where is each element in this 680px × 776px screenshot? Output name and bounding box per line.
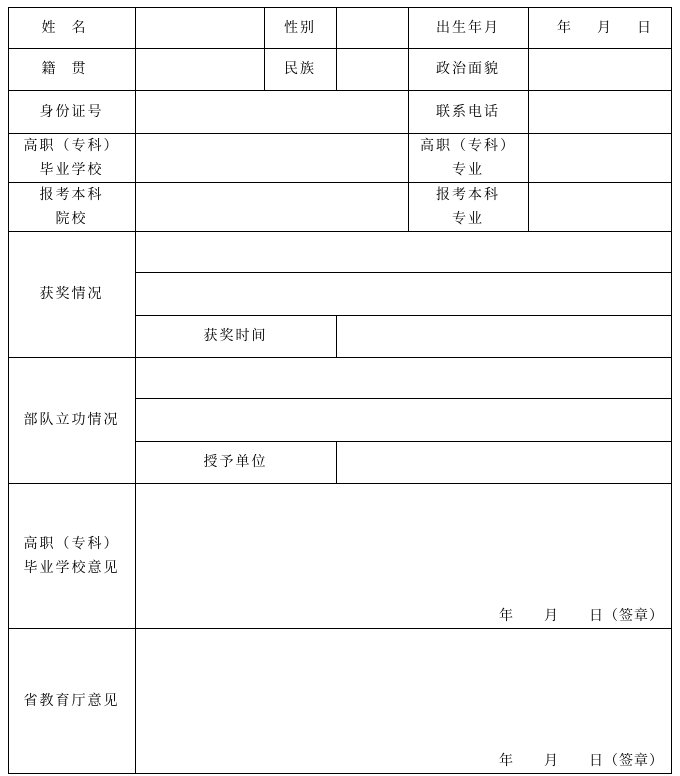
native-place-label: 籍贯	[41, 61, 102, 77]
native-place-field[interactable]	[136, 49, 264, 90]
rule	[8, 773, 672, 774]
ethnicity-label: 民族	[284, 61, 316, 77]
target-major-field[interactable]	[529, 183, 671, 231]
grant-unit-label: 授予单位	[203, 454, 268, 470]
gender-field[interactable]	[337, 8, 408, 48]
political-status-label: 政治面貌	[436, 61, 500, 77]
military-merit-field-1[interactable]	[136, 358, 671, 398]
college-major-field[interactable]	[529, 134, 671, 182]
target-school-label: 报考本科 院校	[39, 186, 104, 227]
grant-unit-field[interactable]	[337, 442, 671, 483]
birth-label: 出生年月	[436, 19, 500, 36]
award-time-label: 获奖时间	[203, 328, 268, 344]
military-merit-label: 部队立功情况	[23, 412, 120, 428]
political-status-field[interactable]	[529, 49, 671, 90]
awards-field-1[interactable]	[136, 232, 671, 272]
id-number-field[interactable]	[136, 91, 408, 133]
id-number-label: 身份证号	[39, 103, 104, 120]
target-major-label: 报考本科 专业	[436, 186, 500, 227]
phone-label: 联系电话	[436, 103, 500, 120]
college-major-label: 高职（专科） 专业	[420, 137, 516, 178]
college-opinion-signature: 年 月 日（签章）	[499, 608, 664, 624]
education-dept-opinion-label: 省教育厅意见	[23, 692, 120, 709]
college-opinion-label: 高职（专科） 毕业学校意见	[23, 535, 120, 576]
phone-field[interactable]	[529, 91, 671, 133]
college-field[interactable]	[136, 134, 408, 182]
military-merit-field-2[interactable]	[136, 399, 671, 441]
awards-label: 获奖情况	[39, 286, 104, 302]
target-school-field[interactable]	[136, 183, 408, 231]
award-time-field[interactable]	[337, 316, 671, 357]
education-dept-signature: 年 月 日（签章）	[499, 753, 664, 769]
college-label: 高职（专科） 毕业学校	[23, 137, 120, 178]
awards-field-2[interactable]	[136, 273, 671, 315]
rule	[671, 7, 672, 774]
name-field[interactable]	[136, 8, 264, 48]
birth-date-field[interactable]: 年 月 日	[557, 19, 657, 36]
ethnicity-field[interactable]	[337, 49, 408, 90]
gender-label: 性别	[284, 19, 316, 36]
name-label: 姓名	[41, 19, 102, 36]
